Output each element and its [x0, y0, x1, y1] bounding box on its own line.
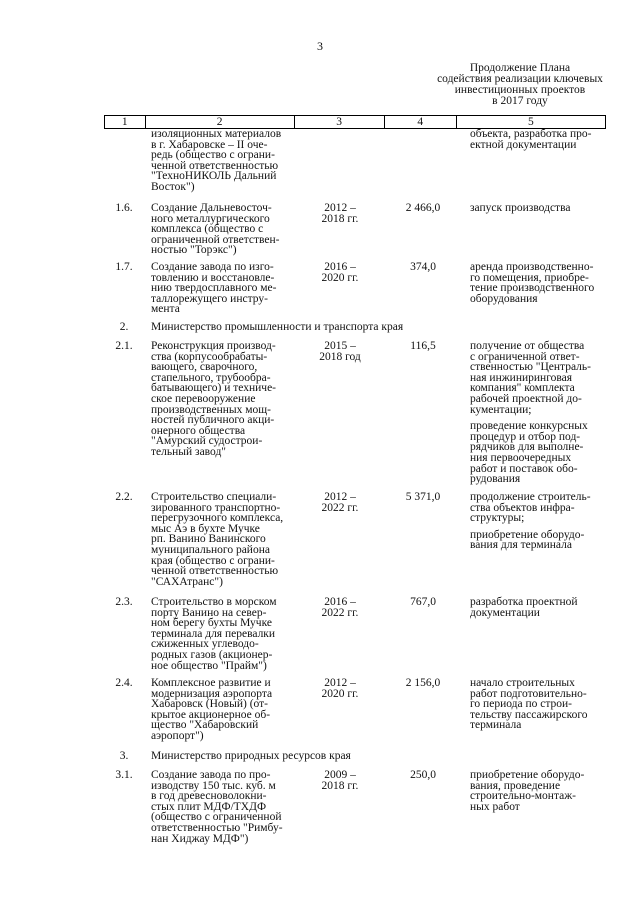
name-line: рп. Ванино Ванинского — [151, 533, 266, 546]
name-line: порту Ванино на север- — [151, 606, 267, 619]
project-result — [470, 341, 610, 485]
name-line: зированного транспортно- — [151, 501, 281, 514]
project-period — [300, 341, 380, 362]
row-number: 2.4. — [115, 677, 133, 689]
result-line: го периода по строи- — [470, 698, 573, 711]
result-line: оборудования — [470, 292, 538, 305]
project-result — [470, 129, 610, 150]
project-name — [151, 129, 301, 193]
name-line: края (общество с ограни- — [151, 554, 275, 567]
name-line: модернизация аэропорта — [151, 687, 273, 700]
period-line: 2018 год — [319, 350, 361, 363]
name-line: щество "Хабаровский — [151, 719, 259, 732]
project-result — [470, 492, 610, 551]
period-line: 2009 – — [324, 769, 356, 781]
name-line: муниципального района — [151, 543, 270, 556]
period-line: 2022 гг. — [321, 606, 359, 619]
ministry-heading: Министерство природных ресурсов края — [151, 750, 351, 762]
name-line: редь (общество с ограни- — [151, 149, 275, 162]
name-line: вающего, сварочного, — [151, 361, 258, 374]
project-result — [470, 597, 610, 618]
page-number: 3 — [317, 39, 323, 53]
name-line: Комплексное развитие и — [151, 677, 271, 689]
name-line: Создание завода по про- — [151, 769, 271, 781]
name-line: производственных мощ- — [151, 403, 271, 416]
name-line: аэропорт") — [151, 729, 204, 742]
result-line: вания, проведение — [470, 779, 561, 792]
period-line: 2012 – — [324, 491, 356, 503]
name-line: терминала для перевалки — [151, 627, 276, 640]
name-line: Строительство специали- — [151, 491, 277, 503]
name-line: ограниченной ответствен- — [151, 233, 280, 246]
name-line: ства (корпусообрабаты- — [151, 350, 268, 363]
section-number: 3. — [119, 750, 129, 762]
name-line: Реконструкция производ- — [151, 340, 276, 352]
result-line: рабочей проектной до- — [470, 392, 582, 405]
project-period — [300, 203, 380, 224]
result-line: приобретение оборудо- — [470, 528, 585, 541]
period-line: 2016 – — [324, 261, 356, 273]
row-number: 1.7. — [115, 261, 133, 273]
result-line: ная инжиниринговая — [470, 371, 573, 384]
result-line: кументации; — [470, 403, 532, 416]
result-line: начало строительных — [470, 677, 575, 689]
result-line: документации — [470, 606, 540, 619]
project-result — [470, 770, 610, 812]
column-number-header — [104, 115, 606, 129]
project-name — [151, 262, 301, 315]
result-line: тельству пассажирского — [470, 708, 588, 721]
column-header-2: 2 — [145, 116, 294, 129]
result-line: разработка проектной — [470, 596, 578, 608]
project-result — [470, 262, 610, 304]
result-line: компания" комплекта — [470, 382, 575, 395]
project-period — [300, 262, 380, 283]
result-line: аренда производственно- — [470, 261, 594, 273]
project-amount: 250,0 — [410, 769, 436, 781]
name-line: ченной ответственностью — [151, 565, 279, 578]
project-amount: 5 371,0 — [405, 491, 441, 503]
continuation-line: Продолжение Плана — [469, 62, 571, 74]
name-line: в год древесноволокни- — [151, 790, 267, 803]
name-line: тельный завод" — [151, 445, 226, 458]
period-line: 2012 – — [324, 677, 356, 689]
period-line: 2018 гг. — [321, 212, 359, 225]
result-line: структуры; — [470, 512, 525, 525]
ministry-heading: Министерство промышленности и транспорта края — [151, 321, 404, 333]
name-line: перегрузочного комплекса, — [151, 512, 284, 525]
name-line: Хабаровск (Новый) (от- — [151, 698, 268, 711]
name-line: нан Хиджау МДФ") — [151, 832, 249, 845]
result-line: ектной документации — [470, 138, 577, 151]
result-line: проведение конкурсных — [470, 420, 588, 433]
name-line: ного металлургического — [151, 212, 270, 225]
result-line: рудования — [470, 473, 521, 486]
result-line: тение производственного — [470, 282, 595, 295]
row-number: 2.2. — [115, 491, 133, 503]
result-line: приобретение оборудо- — [470, 769, 585, 781]
name-line: "Амурский судострои- — [151, 435, 263, 448]
row-number: 1.6. — [115, 202, 133, 214]
period-line: 2020 гг. — [321, 271, 359, 284]
name-line: "САХАтранс") — [151, 575, 223, 588]
row-number: 3.1. — [115, 769, 133, 781]
project-period — [300, 770, 380, 791]
column-header-4: 4 — [384, 116, 456, 129]
continuation-line: в 2017 году — [492, 95, 548, 107]
row-number: 2.3. — [115, 596, 133, 608]
column-header-3: 3 — [294, 116, 384, 129]
name-line: сжиженных углеводо- — [151, 638, 259, 651]
project-period — [300, 492, 380, 513]
project-amount: 767,0 — [410, 596, 436, 608]
period-line: 2020 гг. — [321, 687, 359, 700]
result-line: строительно-монтаж- — [470, 790, 576, 803]
name-line: изводству 150 тыс. куб. м — [151, 779, 276, 792]
column-header-1: 1 — [105, 116, 146, 129]
name-line: ское перевооружение — [151, 392, 256, 405]
name-line: ответственностью "Римбу- — [151, 821, 283, 834]
name-line: Восток") — [151, 180, 195, 193]
project-name — [151, 597, 301, 671]
project-amount: 2 156,0 — [405, 677, 441, 689]
name-line: изоляционных материалов — [151, 128, 282, 140]
continuation-heading — [420, 63, 620, 107]
name-line: стых плит МДФ/ТХДФ — [151, 800, 267, 813]
project-name — [151, 678, 301, 742]
project-result — [470, 203, 610, 214]
name-line: крытое акционерное об- — [151, 708, 271, 721]
project-amount: 374,0 — [410, 261, 436, 273]
project-name — [151, 492, 301, 587]
name-line: товлению и восстановле- — [151, 271, 275, 284]
project-period — [300, 597, 380, 618]
name-line: онерного общества — [151, 424, 246, 437]
project-period — [300, 678, 380, 699]
row-number: 2.1. — [115, 340, 133, 352]
name-line: нию твердосплавного ме- — [151, 282, 277, 295]
section-number: 2. — [119, 321, 129, 333]
project-result — [470, 678, 610, 731]
result-line: го помещения, приобре- — [470, 271, 589, 284]
name-line: стапельного, трубообра- — [151, 371, 271, 384]
continuation-line: инвестиционных проектов — [454, 84, 586, 96]
name-line: родных газов (акционер- — [151, 648, 273, 661]
continuation-line: содействия реализации ключевых — [437, 73, 603, 85]
result-line: получение от общества — [470, 340, 585, 352]
project-amount: 2 466,0 — [405, 202, 441, 214]
name-line: ностей публичного акци- — [151, 414, 275, 427]
period-line: 2015 – — [324, 340, 356, 352]
name-line: Создание завода по изго- — [151, 261, 274, 273]
name-line: таллорежущего инстру- — [151, 292, 268, 305]
result-line: вания для терминала — [470, 539, 572, 552]
result-line: ства объектов инфра- — [470, 501, 575, 514]
name-line: ностью "Торэкс") — [151, 244, 237, 257]
name-line: "ТехноНИКОЛЬ Дальний — [151, 170, 277, 183]
name-line: комплекса (общество с — [151, 223, 264, 236]
period-line: 2012 – — [324, 202, 356, 214]
name-line: мыс Аэ в бухте Мучке — [151, 522, 260, 535]
result-line: процедур и отбор под- — [470, 430, 581, 443]
project-name — [151, 770, 301, 844]
result-line: терминала — [470, 719, 522, 732]
result-line: работ и поставок обо- — [470, 462, 578, 475]
name-line: ное общество "Прайм") — [151, 659, 267, 672]
project-amount: 116,5 — [410, 340, 436, 352]
name-line: Строительство в морском — [151, 596, 277, 608]
column-header-5: 5 — [456, 116, 605, 129]
result-line: с ограниченной ответ- — [470, 350, 580, 363]
result-line: запуск производства — [470, 202, 571, 214]
result-line: работ подготовительно- — [470, 687, 587, 700]
name-line: батывающего) и техниче- — [151, 382, 277, 395]
name-line: ном берегу бухты Мучке — [151, 617, 272, 630]
period-line: 2018 гг. — [321, 779, 359, 792]
project-name — [151, 203, 301, 256]
name-line: мента — [151, 303, 180, 316]
name-line: Создание Дальневосточ- — [151, 202, 272, 214]
result-line: ственностью "Централь- — [470, 361, 591, 374]
result-line: объекта, разработка про- — [470, 128, 592, 140]
name-line: в г. Хабаровске – II оче- — [151, 138, 268, 151]
result-line: рядчиков для выполне- — [470, 441, 584, 454]
name-line: ченной ответственностью — [151, 159, 279, 172]
result-line: продолжение строитель- — [470, 491, 591, 503]
project-name — [151, 341, 301, 458]
period-line: 2022 гг. — [321, 501, 359, 514]
period-line: 2016 – — [324, 596, 356, 608]
name-line: (общество с ограниченной — [151, 811, 282, 824]
result-line: ния первоочередных — [470, 451, 572, 464]
result-line: ных работ — [470, 800, 520, 813]
